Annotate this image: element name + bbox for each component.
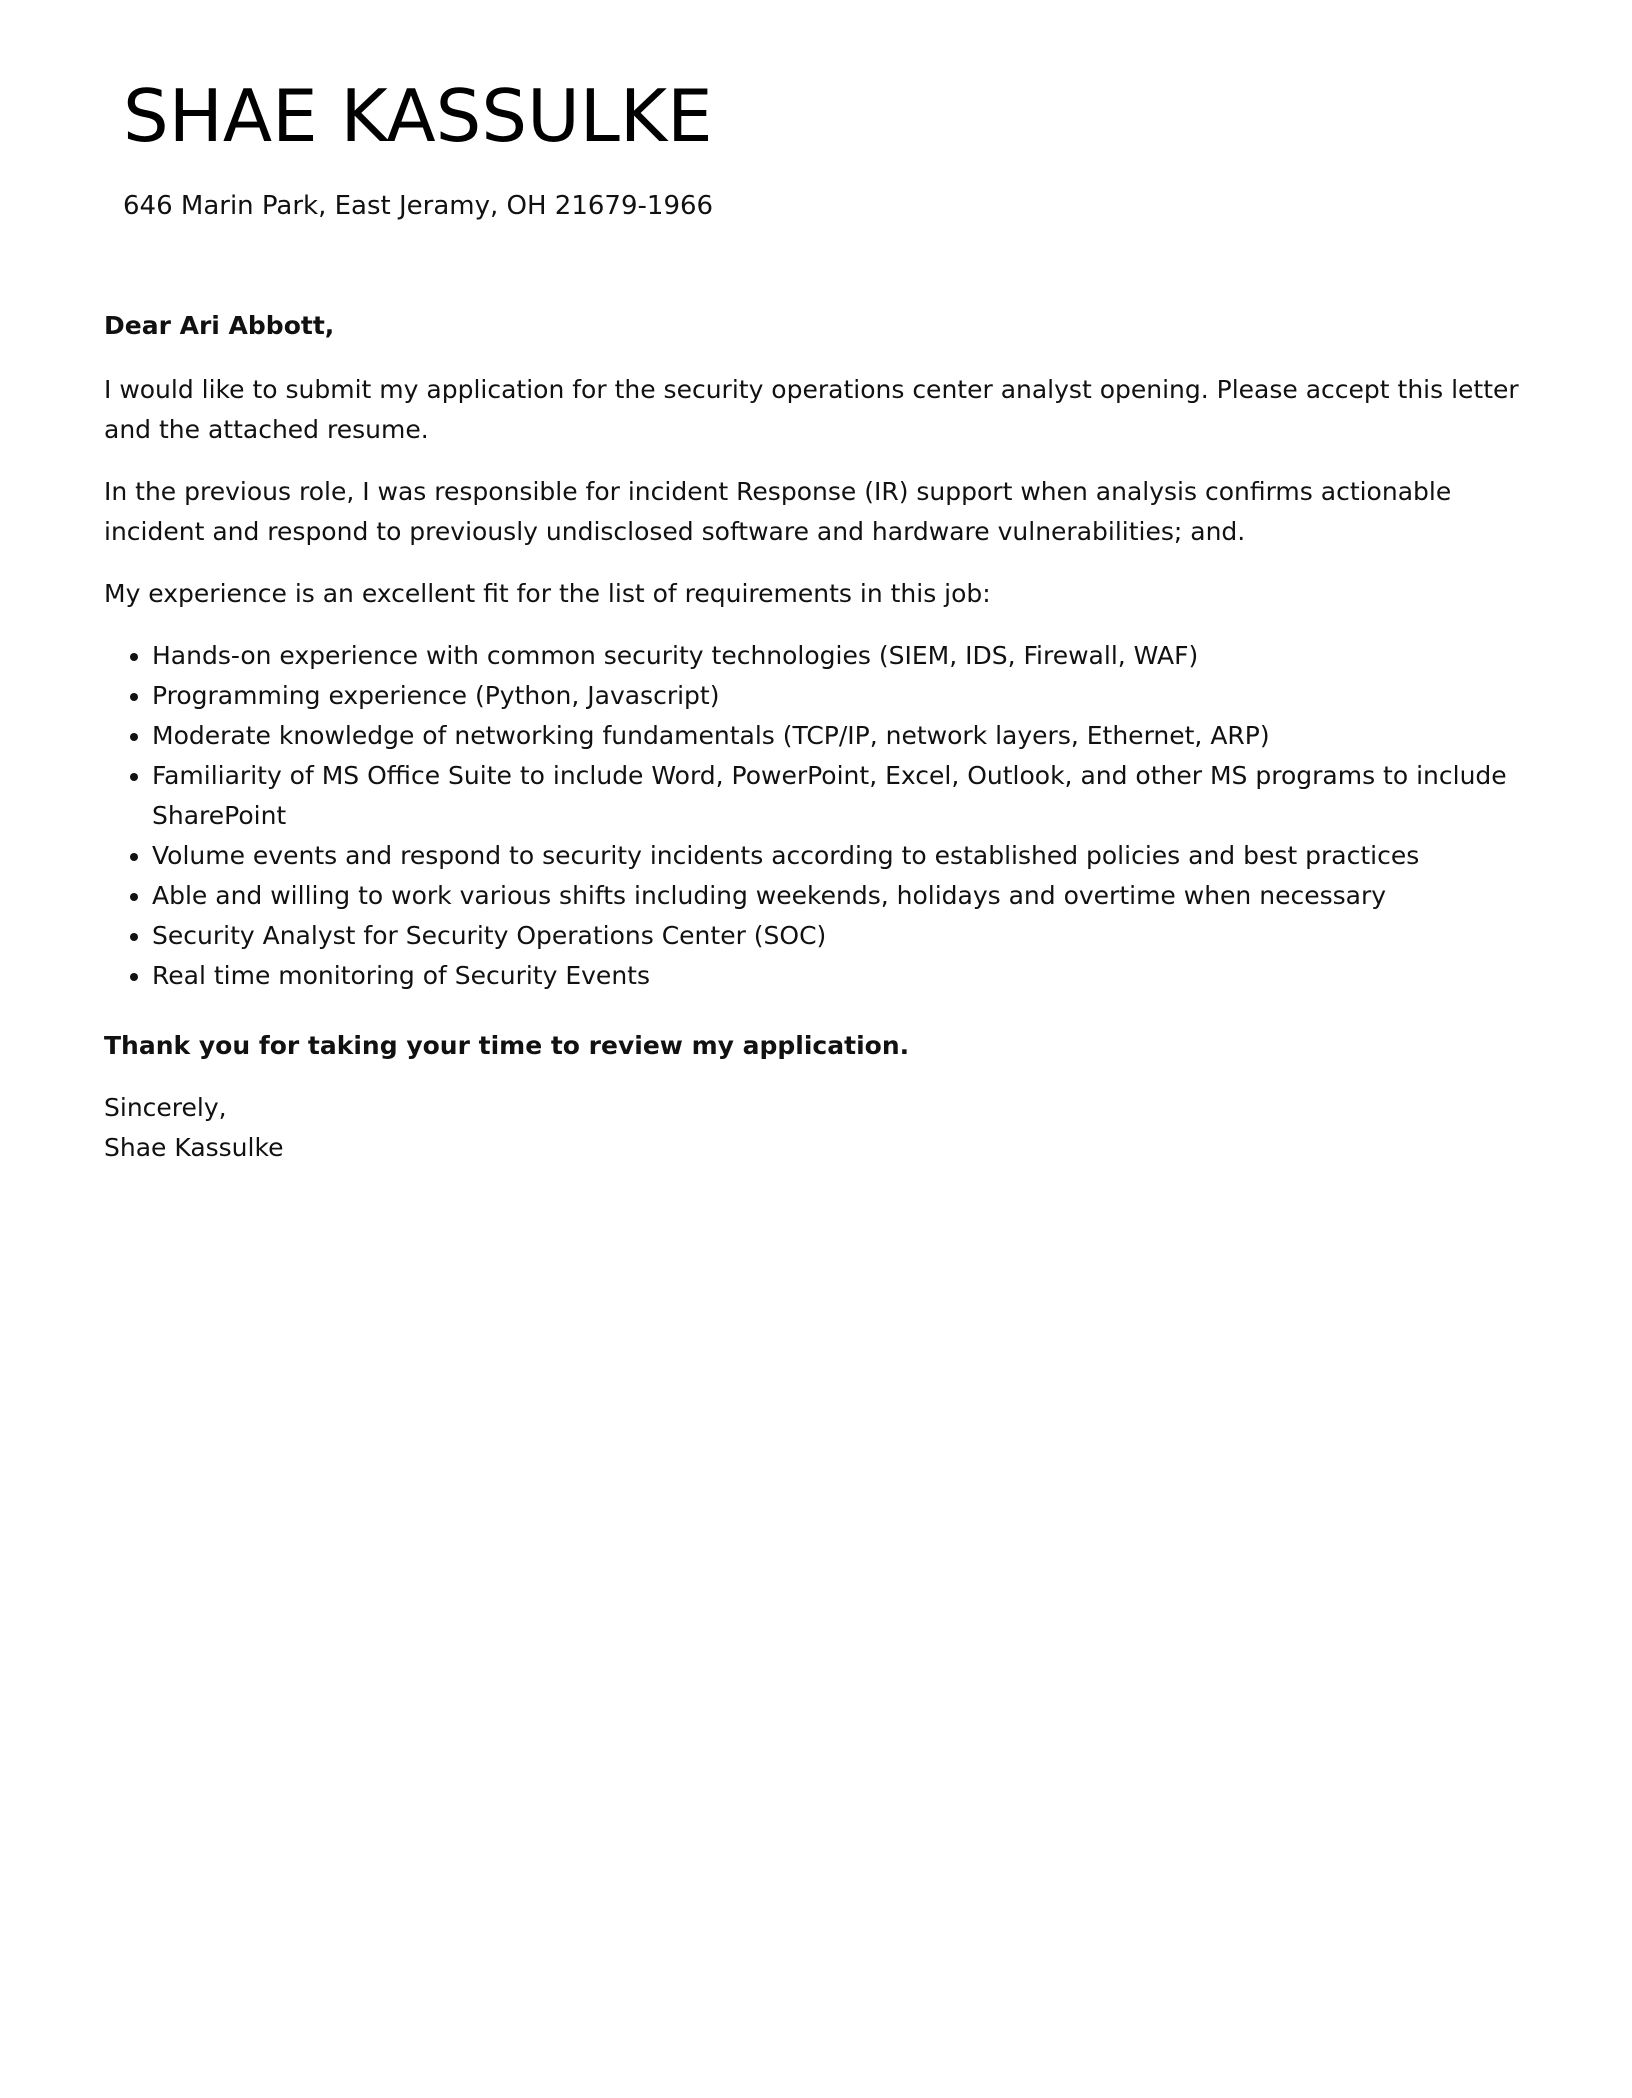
requirements-list bbox=[104, 636, 1534, 996]
list-item: • Familiarity of MS Office Suite to include Word, PowerPoint, Excel, Outlook, and other MS programs to include SharePoint bbox=[152, 756, 1534, 836]
letter-header bbox=[123, 70, 1423, 224]
closing-phrase: Sincerely, bbox=[104, 1093, 227, 1122]
applicant-address: 646 Marin Park, East Jeramy, OH 21679-1966 bbox=[123, 191, 714, 221]
applicant-name: SHAE KASSULKE bbox=[123, 74, 713, 158]
thank-you-line: Thank you for taking your time to review my application. bbox=[104, 1031, 910, 1060]
letter-body bbox=[104, 306, 1534, 1168]
list-item: • Security Analyst for Security Operations Center (SOC) bbox=[152, 916, 1534, 956]
paragraph-intro: I would like to submit my application for the security operations center analyst opening. Please accept this letter and the attached resume. bbox=[104, 375, 1519, 444]
paragraph-previous-role: In the previous role, I was responsible for incident Response (IR) support when analysis confirms actionable incident and respond to previously undisclosed software and hardware vulnerabilities; and. bbox=[104, 477, 1452, 546]
list-item: • Moderate knowledge of networking fundamentals (TCP/IP, network layers, Ethernet, ARP) bbox=[152, 716, 1534, 756]
list-item: • Volume events and respond to security incidents according to established policies and best practices bbox=[152, 836, 1534, 876]
list-item: • Programming experience (Python, Javascript) bbox=[152, 676, 1534, 716]
list-item: • Real time monitoring of Security Events bbox=[152, 956, 1534, 996]
salutation: Dear Ari Abbott, bbox=[104, 311, 335, 340]
paragraph-requirements-intro: My experience is an excellent fit for the list of requirements in this job: bbox=[104, 579, 991, 608]
closing-block bbox=[104, 1088, 1534, 1168]
list-item: • Hands-on experience with common security technologies (SIEM, IDS, Firewall, WAF) bbox=[152, 636, 1534, 676]
list-item: • Able and willing to work various shifts including weekends, holidays and overtime when necessary bbox=[152, 876, 1534, 916]
signature-name: Shae Kassulke bbox=[104, 1133, 284, 1162]
